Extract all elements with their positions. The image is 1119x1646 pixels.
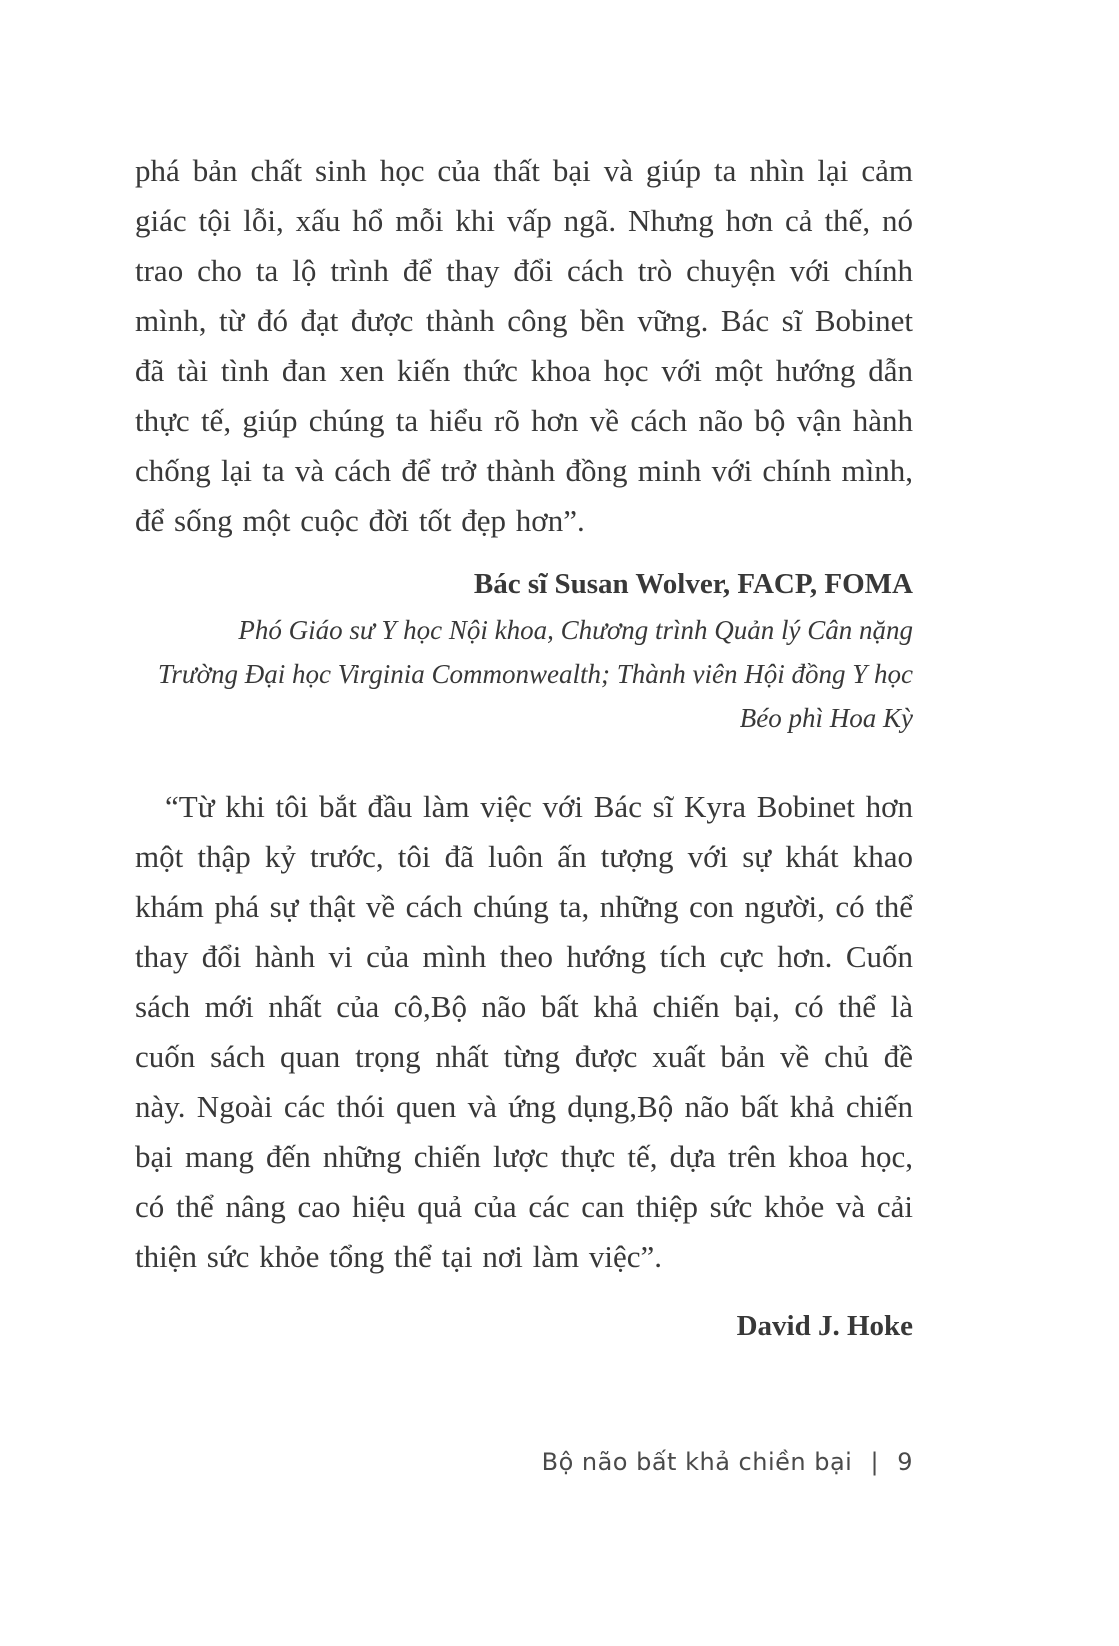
footer-book-title: Bộ não bất khả chiền bại [541,1448,853,1476]
page-footer [542,1448,913,1476]
reviewer-1-role-line-1: Phó Giáo sư Y học Nội khoa, Chương trình Quản lý Cân nặng [238,615,913,645]
testimonial-paragraph: “Từ khi tôi bắt đầu làm việc với Bác sĩ Kyra Bobinet hơn một thập kỷ trước, tôi đã luôn ấn tượng với sự khát khao khám phá sự thật về cách chúng ta, những con người, có thể thay đổi hành vi của mình theo hướng tích cực hơn. Cuốn sách mới nhất của cô,Bộ não bất khả chiến bại, có thể là cuốn sách quan trọng nhất từng được xuất bản về chủ đề này. Ngoài các thói quen và ứng dụng,Bộ não bất khả chiến bại mang đến những chiến lược thực tế, dựa trên khoa học, có thể nâng cao hiệu quả của các can thiệp sức khỏe và cải thiện sức khỏe tổng thể tại nơi làm việc”. [135,789,913,1274]
footer-page-number: 9 [897,1448,913,1476]
reviewer-2-name: David J. Hoke [736,1310,913,1342]
page-content [135,146,913,1350]
paragraph-continuation: phá bản chất sinh học của thất bại và giúp ta nhìn lại cảm giác tội lỗi, xấu hổ mỗi khi vấp ngã. Nhưng hơn cả thế, nó trao cho ta lộ trình để thay đổi cách trò chuyện với chính mình, từ đó đạt được thành công bền vững. Bác sĩ Bobinet đã tài tình đan xen kiến thức khoa học với một hướng dẫn thực tế, giúp chúng ta hiểu rõ hơn về cách não bộ vận hành chống lại ta và cách để trở thành đồng minh với chính mình, để sống một cuộc đời tốt đẹp hơn”. [135,153,913,538]
reviewer-1-role-line-2: Trường Đại học Virginia Commonwealth; Thành viên Hội đồng Y học [157,659,913,689]
footer-separator: | [870,1448,880,1476]
reviewer-1-name: Bác sĩ Susan Wolver, FACP, FOMA [473,568,913,600]
reviewer-1-role-line-3: Béo phì Hoa Kỳ [739,703,913,733]
